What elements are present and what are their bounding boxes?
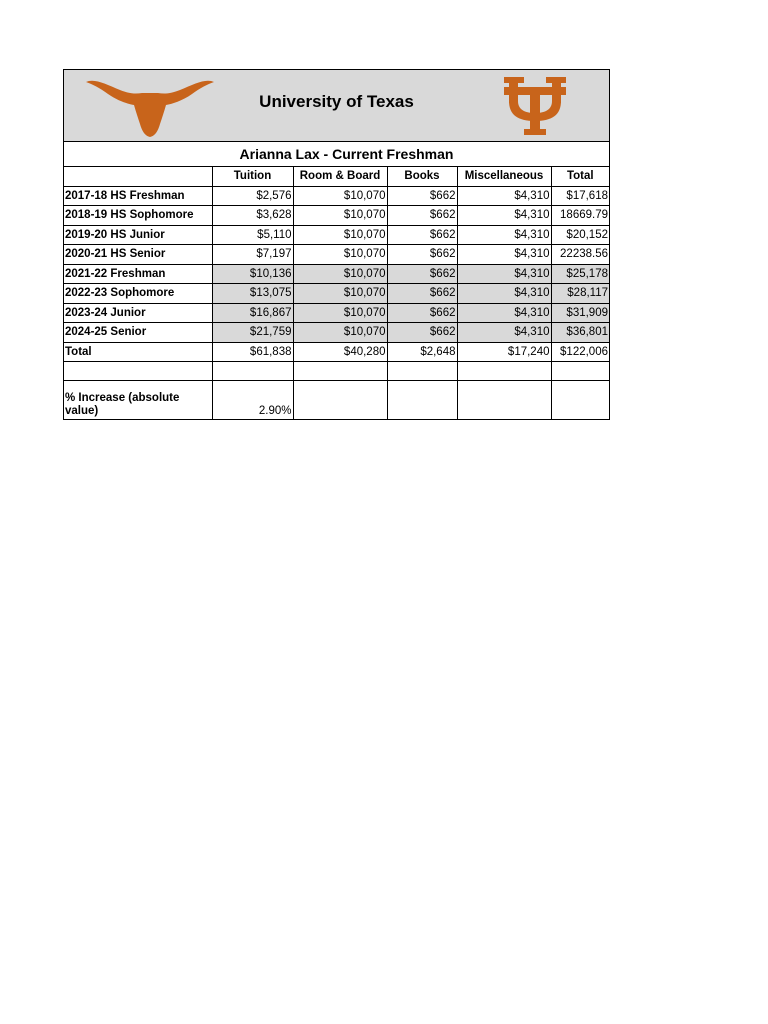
misc-cell: $4,310: [457, 225, 551, 245]
misc-cell: $4,310: [457, 303, 551, 323]
blank-row: [64, 362, 609, 381]
books-cell: $662: [387, 245, 457, 265]
misc-total-cell: $17,240: [457, 342, 551, 362]
books-cell: $662: [387, 284, 457, 304]
totals-row: [64, 342, 609, 362]
tuition-cell: $2,576: [212, 186, 293, 206]
totals-label: Total: [64, 342, 212, 362]
ut-monogram-logo: [502, 73, 568, 139]
table-row: [64, 186, 609, 206]
room-board-cell: $10,070: [293, 264, 387, 284]
header-cell: Miscellaneous: [457, 167, 551, 186]
increase-row: [64, 381, 609, 420]
sheet-subtitle: Arianna Lax - Current Freshman: [64, 142, 609, 167]
tuition-cell: $21,759: [212, 323, 293, 343]
empty-cell: [457, 362, 551, 381]
table-row: [64, 245, 609, 265]
tuition-cell: $16,867: [212, 303, 293, 323]
year-label: 2020-21 HS Senior: [64, 245, 212, 265]
total-cell: $28,117: [551, 284, 609, 304]
total-cell: $31,909: [551, 303, 609, 323]
year-label: 2023-24 Junior: [64, 303, 212, 323]
tuition-cell: $13,075: [212, 284, 293, 304]
year-label: 2019-20 HS Junior: [64, 225, 212, 245]
header-cell: Tuition: [212, 167, 293, 186]
table-row: [64, 225, 609, 245]
empty-cell: [457, 381, 551, 420]
total-cell: 18669.79: [551, 206, 609, 226]
tuition-cell: $3,628: [212, 206, 293, 226]
misc-cell: $4,310: [457, 206, 551, 226]
misc-cell: $4,310: [457, 323, 551, 343]
misc-cell: $4,310: [457, 264, 551, 284]
empty-cell: [293, 381, 387, 420]
year-label: 2018-19 HS Sophomore: [64, 206, 212, 226]
empty-cell: [551, 381, 609, 420]
room-board-cell: $10,070: [293, 303, 387, 323]
header-cell: [64, 167, 212, 186]
empty-cell: [551, 362, 609, 381]
year-label: 2022-23 Sophomore: [64, 284, 212, 304]
table-row: [64, 303, 609, 323]
tuition-cell: $7,197: [212, 245, 293, 265]
room-board-cell: $10,070: [293, 245, 387, 265]
empty-cell: [293, 362, 387, 381]
room-board-cell: $10,070: [293, 225, 387, 245]
room-board-cell: $10,070: [293, 284, 387, 304]
header-cell: Room & Board: [293, 167, 387, 186]
books-cell: $662: [387, 225, 457, 245]
empty-cell: [387, 381, 457, 420]
page-title: University of Texas: [259, 92, 414, 111]
books-total-cell: $2,648: [387, 342, 457, 362]
books-cell: $662: [387, 323, 457, 343]
increase-label: % Increase (absolute value): [64, 381, 212, 420]
increase-value: 2.90%: [212, 381, 293, 420]
year-label: 2021-22 Freshman: [64, 264, 212, 284]
cost-table: [64, 167, 609, 419]
room-board-cell: $10,070: [293, 186, 387, 206]
books-cell: $662: [387, 186, 457, 206]
year-label: 2017-18 HS Freshman: [64, 186, 212, 206]
column-header-row: [64, 167, 609, 186]
empty-cell: [387, 362, 457, 381]
table-row: [64, 206, 609, 226]
table-row: [64, 284, 609, 304]
tuition-cell: $5,110: [212, 225, 293, 245]
grand-total-cell: $122,006: [551, 342, 609, 362]
books-cell: $662: [387, 303, 457, 323]
books-cell: $662: [387, 264, 457, 284]
room-board-total-cell: $40,280: [293, 342, 387, 362]
year-label: 2024-25 Senior: [64, 323, 212, 343]
tuition-total-cell: $61,838: [212, 342, 293, 362]
misc-cell: $4,310: [457, 186, 551, 206]
header-cell: Total: [551, 167, 609, 186]
books-cell: $662: [387, 206, 457, 226]
total-cell: 22238.56: [551, 245, 609, 265]
misc-cell: $4,310: [457, 284, 551, 304]
room-board-cell: $10,070: [293, 206, 387, 226]
header-cell: Books: [387, 167, 457, 186]
header-banner: [64, 70, 609, 142]
empty-cell: [212, 362, 293, 381]
misc-cell: $4,310: [457, 245, 551, 265]
room-board-cell: $10,070: [293, 323, 387, 343]
empty-cell: [64, 362, 212, 381]
total-cell: $25,178: [551, 264, 609, 284]
cost-spreadsheet: [63, 69, 610, 420]
table-row: [64, 323, 609, 343]
total-cell: $20,152: [551, 225, 609, 245]
tuition-cell: $10,136: [212, 264, 293, 284]
total-cell: $36,801: [551, 323, 609, 343]
table-row: [64, 264, 609, 284]
total-cell: $17,618: [551, 186, 609, 206]
